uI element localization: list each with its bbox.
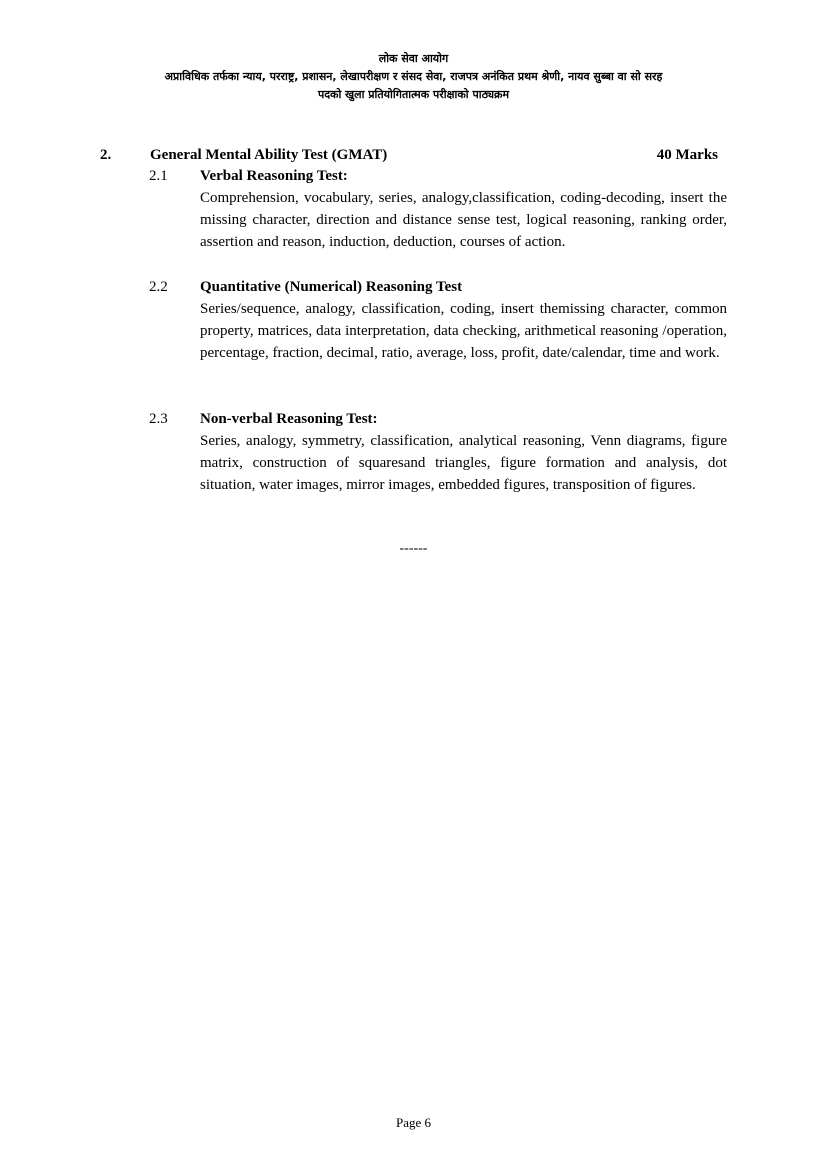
subsection-title: Quantitative (Numerical) Reasoning Test	[200, 279, 463, 295]
subsection-number: 2.3	[149, 411, 168, 427]
header-line-3: पदको खुला प्रतियोगितात्मक परीक्षाको पाठ्यक्रम	[317, 88, 510, 101]
subsection-title: Non-verbal Reasoning Test:	[200, 411, 378, 427]
section-marks: 40 Marks	[656, 147, 718, 163]
subsection-number: 2.2	[149, 279, 168, 295]
end-marker: ------	[399, 541, 428, 556]
section-number: 2.	[100, 147, 112, 163]
page-header	[60, 50, 767, 104]
subsection-body: Comprehension, vocabulary, series, analogy,classification, coding-decoding, insert the missing character, direction and distance sense test, logical reasoning, ranking order, assertion and reason, induction, deduction, courses of action.	[200, 190, 727, 250]
subsection-number: 2.1	[149, 168, 168, 184]
section-title: General Mental Ability Test (GMAT)	[150, 147, 388, 163]
subsection-title: Verbal Reasoning Test:	[200, 168, 348, 184]
header-line-2: अप्राविधिक तर्फका न्याय, परराष्ट्र, प्रशासन, लेखापरीक्षण र संसद सेवा, राजपत्र अनंकित प्रथम श्रेणी, नायव सुब्बा वा सो सरह	[164, 70, 663, 83]
header-line-1: लोक सेवा आयोग	[378, 52, 449, 65]
subsection-body: Series/sequence, analogy, classification, coding, insert themissing character, common property, matrices, data interpretation, data checking, arithmetical reasoning /operation, percentage, fraction, decimal, ratio, average, loss, profit, date/calendar, time and work.	[200, 301, 727, 361]
subsection-body: Series, analogy, symmetry, classification, analytical reasoning, Venn diagrams, figure matrix, construction of squaresand triangles, figure formation and analysis, dot situation, water images, mirror images, embedded figures, transposition of figures.	[200, 433, 727, 493]
page-number: Page 6	[395, 1115, 432, 1130]
